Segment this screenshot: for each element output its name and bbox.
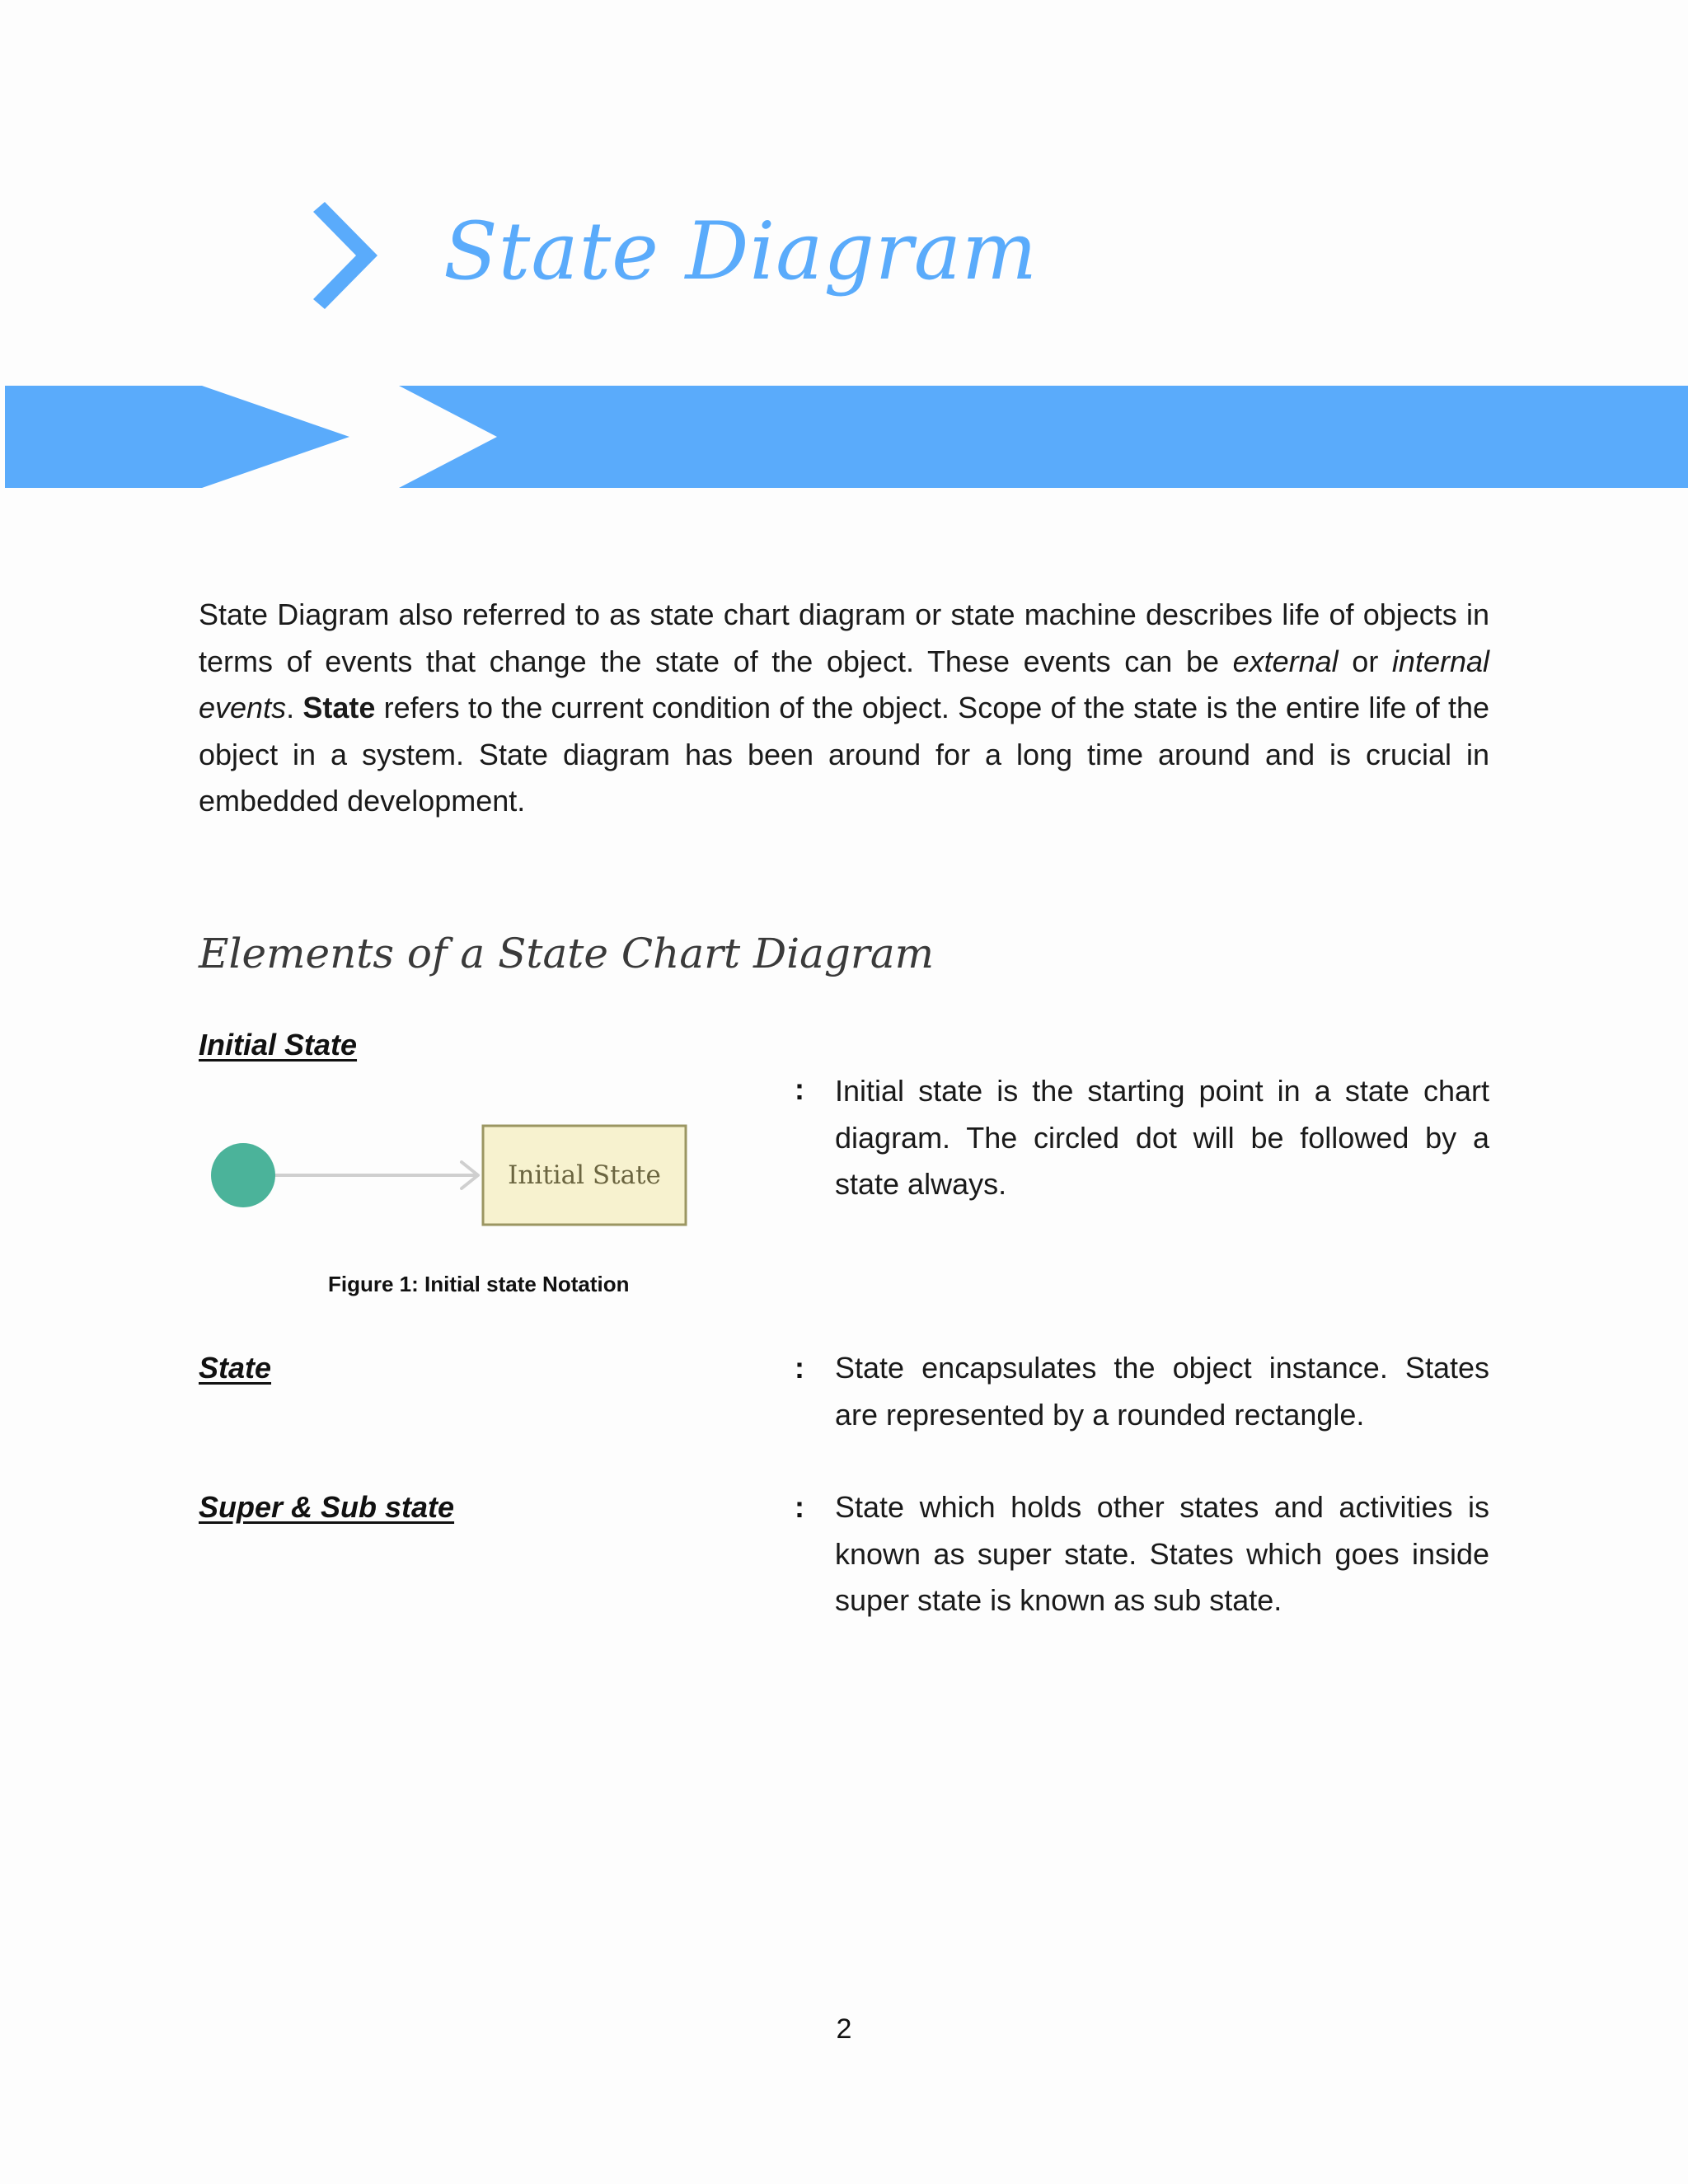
state-box-label: Initial State — [508, 1160, 661, 1190]
band-bar-right — [399, 386, 1688, 488]
separator-colon: : — [795, 1490, 804, 1524]
emphasis-external: external — [1232, 644, 1339, 678]
emphasis-internal-events: internal events — [199, 644, 1489, 724]
header-band — [0, 386, 1688, 488]
page-number: 2 — [836, 2013, 852, 2045]
page-title: State Diagram — [443, 205, 1038, 298]
term-super-sub-state: Super & Sub state — [199, 1490, 455, 1524]
section-heading: Elements of a State Chart Diagram — [199, 930, 935, 977]
initial-state-figure — [198, 1104, 709, 1244]
term-initial-state: Initial State — [199, 1028, 358, 1062]
separator-colon: : — [795, 1351, 804, 1385]
strong-state: State — [302, 691, 376, 724]
separator-colon: : — [795, 1072, 804, 1106]
figure-caption: Figure 1: Initial state Notation — [328, 1272, 630, 1296]
description-initial-state: Initial state is the starting point in a state chart diagram. The circled dot will be followed by a state always. — [835, 1074, 1489, 1201]
term-state: State — [199, 1351, 272, 1385]
chevron-right-icon — [313, 202, 387, 309]
description-super-sub-state: State which holds other states and activities is known as super state. States which goes inside super state is known as sub state. — [835, 1490, 1489, 1617]
description-state: State encapsulates the object instance. States are represented by a rounded rectangle. — [835, 1351, 1489, 1432]
intro-paragraph: State Diagram also referred to as state chart diagram or state machine describes life of objects in terms of events that change the state of the object. These events can be external or internal events. State refers to the current condition of the object. Scope of the state is the entire life of the object in a system. State diagram has been around for a long time around and is crucial in embedded development. — [199, 598, 1489, 818]
initial-state-dot — [211, 1143, 275, 1207]
band-arrow-left — [5, 386, 349, 488]
